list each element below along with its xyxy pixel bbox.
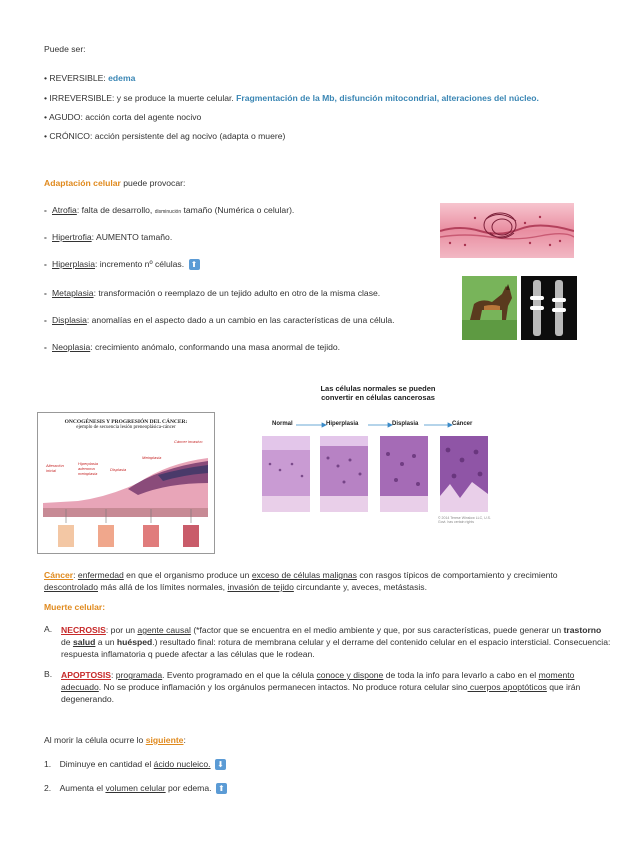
- stage-label-hiperplasia: Hiperplasia: [326, 421, 359, 427]
- list-marker: B.: [44, 669, 53, 679]
- stage-label-cancer: Cáncer: [452, 421, 473, 427]
- figure-label: Metaplasia: [142, 455, 162, 460]
- text: (*factor que se encuentra en el medio ambiente y que, por sus características, puede generar un: [190, 625, 564, 635]
- apoptosis-paragraph: [61, 669, 611, 705]
- section-title: Muerte celular: [44, 602, 103, 612]
- text: . Evento programado en el que la célula: [162, 670, 317, 680]
- text: Al morir la célula ocurre lo: [44, 735, 146, 745]
- adaptation-item-atrofia: - Atrofia: falta de desarrollo, disminución tamaño (Numérica o celular).: [44, 205, 295, 215]
- list-item-agudo: [44, 112, 201, 122]
- term-link[interactable]: Displasia: [52, 315, 87, 325]
- section-colon: :: [102, 602, 106, 612]
- tissue-image: [440, 203, 574, 258]
- highlight-text: Fragmentación de la Mb, disfunción mitocondrial, alteraciones del núcleo.: [236, 93, 539, 103]
- adaptation-item-metaplasia: - Metaplasia: transformación o reemplazo de un tejido adulto en otro de la misma clase.: [44, 288, 381, 298]
- item-label: IRREVERSIBLE: y se produce la muerte celular.: [49, 93, 237, 103]
- adaptation-item-displasia: - Displasia: anomalías en el aspecto dado a un cambio en las características de una célula.: [44, 315, 395, 325]
- figure-label: Alteración inicial: [46, 463, 64, 473]
- list-marker: 2.: [44, 783, 52, 793]
- text: de: [61, 637, 73, 647]
- term-link[interactable]: Atrofia: [52, 205, 77, 215]
- item-text: : falta de desarrollo,: [76, 205, 155, 215]
- section-title-rest: puede provocar:: [120, 178, 186, 188]
- text: :: [183, 735, 186, 745]
- text: con rasgos típicos de comportamiento y crecimiento: [356, 570, 558, 580]
- link-text[interactable]: momento adecuado: [61, 670, 575, 692]
- adaptation-item-neoplasia: - Neoplasia: crecimiento anómalo, conformando una masa anormal de tejido.: [44, 342, 341, 352]
- figure-credit: © 2014 Terese Winslow LLC, U.S. Govt. has certain rights: [438, 516, 491, 524]
- item-text: : transformación o reemplazo de un tejido adulto en otro de la misma clase.: [93, 288, 381, 298]
- stage-label-normal: Normal: [272, 421, 293, 427]
- item-text: : anomalías en el aspecto dado a un cambio en las características de una célula.: [86, 315, 395, 325]
- bullet: •: [44, 112, 48, 122]
- bold-text: huésped: [116, 637, 153, 647]
- text: Aumenta el: [59, 783, 106, 793]
- tiny-text: disminución: [154, 209, 182, 215]
- link-text[interactable]: agente causal: [137, 625, 191, 635]
- figure-title: ONCOGÉNESIS Y PROGRESIÓN DEL CÁNCER:: [64, 419, 188, 425]
- link-text[interactable]: invasión de tejido: [227, 582, 294, 592]
- link-text[interactable]: programada: [115, 670, 163, 680]
- highlight-text: siguiente: [145, 735, 184, 745]
- text: :: [111, 670, 116, 680]
- item-text: : crecimiento anómalo, conformando una masa anormal de tejido.: [90, 342, 341, 352]
- xray-image: [521, 276, 577, 340]
- figure-title: Las células normales se pueden: [320, 384, 436, 393]
- dog-photo: [462, 276, 517, 340]
- necrosis-term[interactable]: NECROSIS: [61, 625, 106, 635]
- link-text[interactable]: exceso de células malignas: [251, 570, 357, 580]
- up-arrow-icon: ⬆: [189, 259, 200, 270]
- text: en que el organismo produce un: [123, 570, 252, 580]
- adaptation-heading: [44, 178, 185, 188]
- term-link[interactable]: Hipertrofia: [52, 232, 92, 242]
- oncogenesis-figure: [37, 412, 215, 554]
- following-item-1: [44, 759, 226, 770]
- bold-text: trastorno: [563, 625, 602, 635]
- list-item-reversible: [44, 73, 135, 83]
- text: circundante y, aveces, metástasis.: [293, 582, 427, 592]
- down-arrow-icon: ⬇: [215, 759, 226, 770]
- text: . No se produce inflamación y los orgánulos permanecen intactos. No produce rotura celular sino: [98, 682, 468, 692]
- cell-death-heading: [44, 602, 105, 612]
- link-text[interactable]: ácido nucleico.: [153, 759, 211, 769]
- text: por edema.: [165, 783, 212, 793]
- bold-text: salud: [72, 637, 96, 647]
- item-text: : incremento nº células.: [95, 259, 185, 269]
- text: :: [73, 570, 78, 580]
- item-text: tamaño (Numérica o celular).: [181, 205, 295, 215]
- text: que irán degenerando.: [61, 682, 581, 704]
- link-text[interactable]: cuerpos apoptóticos: [467, 682, 547, 692]
- term-link[interactable]: Hiperplasia: [52, 259, 95, 269]
- figure-label: Displasia: [110, 467, 127, 472]
- bullet: •: [44, 93, 48, 103]
- following-item-2: [44, 783, 227, 794]
- item-label: CRÓNICO: acción persistente del ag nocivo (adapta o muere): [49, 131, 286, 141]
- text: de toda la info para levarlo a cabo en el: [383, 670, 539, 680]
- apoptosis-term[interactable]: APOPTOSIS: [61, 670, 111, 680]
- section-title: Adaptación celular: [44, 178, 121, 188]
- text: .) resultado final: rotura de membrana celular y el derrame del contenido celular en el espacio intersticial. Consecuencia: respuesta inflamatoria q puede afectar a las células que le rodean.: [61, 637, 611, 659]
- term-link[interactable]: Neoplasia: [52, 342, 91, 352]
- item-text: : AUMENTO tamaño.: [91, 232, 173, 242]
- list-marker: A.: [44, 624, 53, 634]
- bullet: •: [44, 73, 48, 83]
- text: más allá de los límites normales,: [98, 582, 228, 592]
- highlight-text: edema: [108, 73, 136, 83]
- item-label: REVERSIBLE:: [49, 73, 109, 83]
- cancer-paragraph: [44, 569, 604, 593]
- text: Diminuye en cantidad el: [59, 759, 154, 769]
- list-item-cronico: [44, 131, 285, 141]
- text: : por un: [105, 625, 138, 635]
- figure-subtitle: ejemplo de secuencia lesión preneoplásica-cáncer: [76, 425, 176, 430]
- adaptation-item-hipertrofia: - Hipertrofia: AUMENTO tamaño.: [44, 232, 173, 242]
- text: a un: [95, 637, 117, 647]
- adaptation-item-hiperplasia: - Hiperplasia: incremento nº células. ⬆: [44, 259, 200, 270]
- stage-label-displasia: Displasia: [392, 421, 419, 427]
- cancer-term[interactable]: Cáncer: [44, 570, 74, 580]
- link-text[interactable]: volumen celular: [105, 783, 166, 793]
- up-arrow-icon: ⬆: [216, 783, 227, 794]
- figure-title: convertir en células cancerosas: [321, 393, 435, 402]
- cancer-progression-figure: [258, 384, 498, 532]
- figure-label: Hiperplasia adenoma metaplasia: [78, 461, 99, 476]
- following-heading: [44, 735, 186, 745]
- link-text[interactable]: conoce y dispone: [316, 670, 384, 680]
- link-text[interactable]: enfermedad: [77, 570, 124, 580]
- list-marker: 1.: [44, 759, 52, 769]
- figure-label: Cáncer invasivo: [174, 439, 203, 444]
- intro-text: Puede ser:: [44, 44, 86, 54]
- term-link[interactable]: Metaplasia: [52, 288, 94, 298]
- necrosis-paragraph: [61, 624, 611, 660]
- item-label: AGUDO: acción corta del agente nocivo: [48, 112, 202, 122]
- list-item-irreversible: [44, 93, 539, 103]
- bullet: •: [44, 131, 48, 141]
- link-text[interactable]: descontrolado: [44, 582, 98, 592]
